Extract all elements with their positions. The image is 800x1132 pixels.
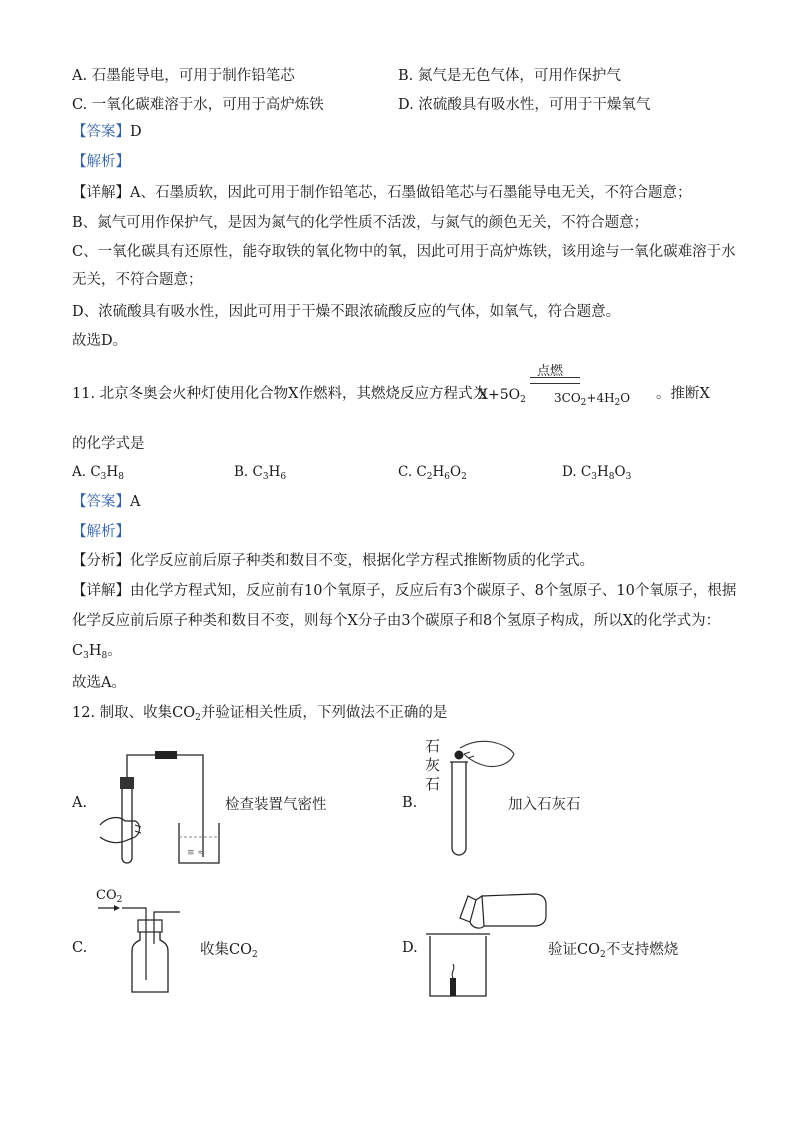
- q11-options: [72, 464, 760, 484]
- q10-option-b: B. 氮气是无色气体，可用作保护气: [398, 68, 621, 84]
- q10-detail-1: [72, 183, 691, 203]
- fenxi-text: 化学反应前后原子种类和数目不变，根据化学方程式推断物质的化学式。: [130, 553, 594, 569]
- gas-collection-bottle-illustration: [96, 900, 196, 1000]
- q10-options-row-1: [72, 64, 728, 84]
- answer-value: D: [130, 124, 142, 140]
- q10-option-c: C. 一氧化碳难溶于水，可用于高炉炼铁: [72, 97, 324, 113]
- q11-equation-condition: 点燃: [537, 364, 564, 379]
- detail-tag: 【详解】: [72, 583, 130, 599]
- q11-equation-left: $X+5O_2$: [478, 387, 526, 405]
- fenxi-tag: 【分析】: [72, 553, 130, 569]
- svg-text:≡ ≈: ≡ ≈: [187, 848, 205, 858]
- q11-detail-1: [72, 581, 736, 601]
- q10-detail-2: B、氮气可用作保护气，是因为氮气的化学性质不活泼，与氮气的颜色无关，不符合题意；: [72, 215, 649, 231]
- detail-text: 由化学方程式知，反应前有10个氧原子，反应后有3个碳原子、8个氢原子、10个氧原子，根据: [130, 583, 737, 599]
- q10-detail-5: D、浓硫酸具有吸水性，因此可用于干燥不跟浓硫酸反应的气体，如氧气，符合题意。: [72, 304, 621, 320]
- q12-option-a-caption: 检查装置气密性: [225, 797, 327, 813]
- q10-conclusion: 故选D。: [72, 333, 128, 349]
- q11-detail-2: 化学反应前后原子种类和数目不变，则每个X分子由3个碳原子和8个氢原子构成，所以X的化学式为：: [72, 613, 721, 629]
- q11-detail-3: $C_3H_8$。: [72, 643, 122, 661]
- q11-stem-2: 的化学式是: [72, 436, 145, 452]
- q11-option-b: B. $C_3H_6$: [234, 464, 287, 482]
- q12-stem: 12. 制取、收集$CO_2$并验证相关性质，下列做法不正确的是: [72, 705, 448, 723]
- analysis-tag: 【解析】: [72, 524, 130, 540]
- q12-option-b-letter: B.: [402, 795, 418, 811]
- detail-text: A、石墨质软，因此可用于制作铅笔芯，石墨做铅笔芯与石墨能导电无关，不符合题意；: [130, 185, 692, 201]
- q11-stem-tail: 。推断X: [656, 386, 710, 402]
- answer-value: A: [130, 494, 141, 510]
- q10-option-a: A. 石墨能导电，可用于制作铅笔芯: [72, 68, 295, 84]
- q11-equation-right: $3CO_2+4H_2O$: [554, 391, 631, 408]
- q12-option-c-caption: 收集$CO_2$: [200, 942, 258, 960]
- q11-equation-equals-sign: [530, 377, 580, 384]
- q11-fenxi: [72, 551, 594, 571]
- answer-tag: 【答案】: [72, 124, 130, 140]
- q11-stem: 11. 北京冬奥会火种灯使用化合物X作燃料，其燃烧反应方程式为: [72, 386, 487, 402]
- q10-detail-4: 无关，不符合题意；: [72, 272, 203, 288]
- q11-option-d: D. $C_3H_8O_3$: [562, 464, 632, 482]
- q11-answer: [72, 492, 140, 512]
- q12-option-b-caption: 加入石灰石: [508, 797, 581, 813]
- q11-conclusion: 故选A。: [72, 675, 126, 691]
- q10-option-d: D. 浓硫酸具有吸水性，可用于干燥氧气: [398, 97, 651, 113]
- q10-answer: [72, 122, 142, 142]
- q12-option-a-letter: A.: [72, 795, 88, 811]
- q12-option-d-caption: 验证$CO_2$不支持燃烧: [548, 942, 679, 960]
- q10-detail-3: C、一氧化碳具有还原性，能夺取铁的氧化物中的氧，因此可用于高炉炼铁，该用途与一氧化碳难溶于水: [72, 244, 736, 260]
- q10-analysis-heading: [72, 152, 130, 172]
- airtightness-apparatus-illustration: [95, 745, 225, 870]
- q12-option-b-label: 石 灰 石: [425, 737, 441, 793]
- q12-option-c-gas-label: $CO_2$: [96, 888, 123, 905]
- answer-tag: 【答案】: [72, 494, 130, 510]
- q11-analysis-heading: [72, 522, 130, 542]
- q12-option-d-letter: D.: [402, 940, 418, 956]
- detail-tag: 【详解】: [72, 185, 130, 201]
- beaker-candle-illustration: [424, 886, 554, 1001]
- analysis-tag: 【解析】: [72, 154, 130, 170]
- q10-options-row-2: [72, 93, 728, 113]
- q11-option-a: A. $C_3H_8$: [72, 464, 124, 482]
- q11-option-c: C. $C_2H_6O_2$: [398, 464, 467, 482]
- q12-option-c-letter: C.: [72, 940, 88, 956]
